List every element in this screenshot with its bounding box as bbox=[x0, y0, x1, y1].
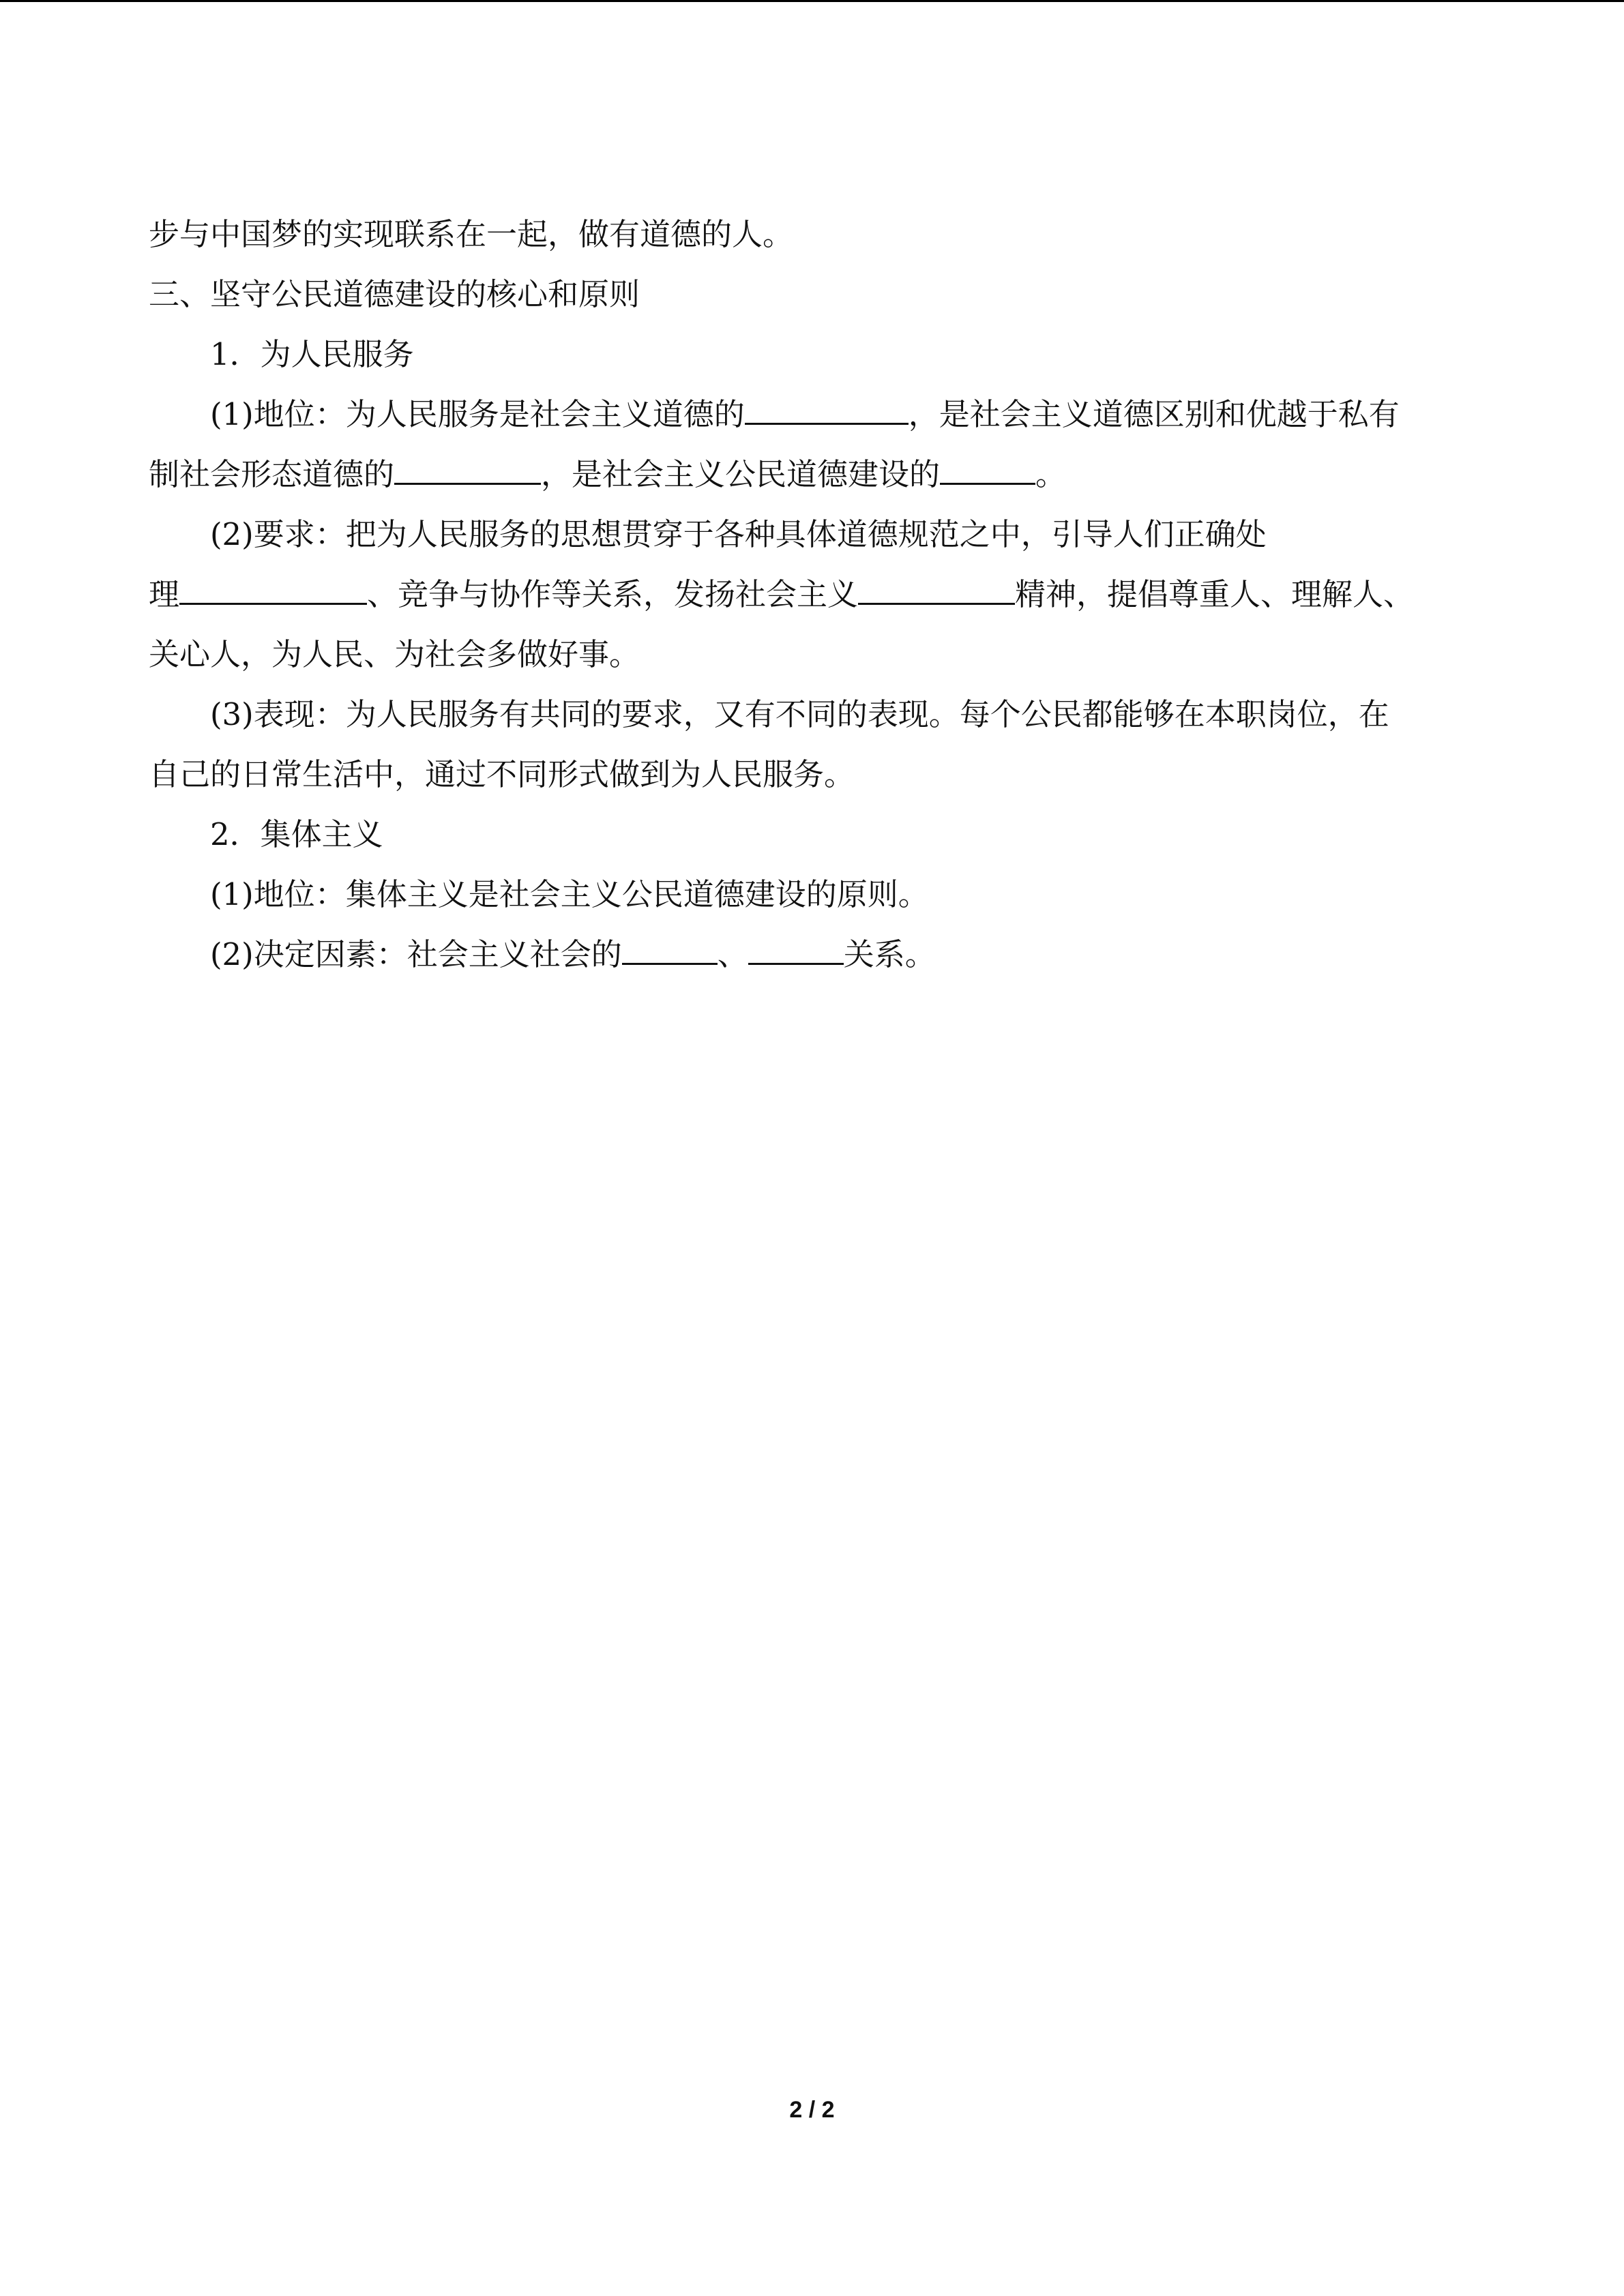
fill-blank-relationship bbox=[179, 576, 367, 605]
requirement-text-part4: 精神，提倡尊重人、理解人、 bbox=[1015, 576, 1415, 612]
fill-blank-symbol bbox=[394, 456, 541, 485]
fill-blank-political bbox=[748, 936, 844, 965]
fill-blank-core bbox=[745, 396, 909, 425]
fill-blank-spirit bbox=[858, 576, 1015, 605]
status-text-part3: 制社会形态道德的 bbox=[149, 456, 395, 492]
collectivism-status-text: (1)地位：集体主义是社会主义公民道德建设的原则。 bbox=[210, 876, 929, 912]
paragraph-continuation bbox=[149, 205, 1479, 265]
requirement-text-part1: (2)要求：把为人民服务的思想贯穿于各种具体道德规范之中，引导人们正确处 bbox=[210, 516, 1267, 552]
status-text-part1: (1)地位：为人民服务是社会主义道德的 bbox=[210, 396, 745, 432]
paragraph-manifestation-continued bbox=[149, 745, 1479, 805]
paragraph-requirement-end bbox=[149, 625, 1479, 685]
paragraph-status bbox=[149, 385, 1479, 445]
document-body bbox=[149, 205, 1479, 985]
paragraph-status-continued bbox=[149, 445, 1479, 505]
requirement-text-part2: 理 bbox=[149, 576, 180, 612]
paragraph-requirement bbox=[149, 505, 1479, 565]
subsection-title-serve-people bbox=[149, 325, 1479, 385]
paragraph-requirement-continued bbox=[149, 565, 1479, 625]
page-number: 2 / 2 bbox=[789, 2097, 835, 2123]
fill-blank-core-content bbox=[940, 456, 1035, 485]
subsection-title-collectivism bbox=[149, 805, 1479, 865]
section-title-text: 三、坚守公民道德建设的核心和原则 bbox=[149, 276, 640, 312]
fill-blank-economic bbox=[622, 936, 718, 965]
paragraph-manifestation bbox=[149, 685, 1479, 745]
subsection-title-text: 2．集体主义 bbox=[210, 816, 383, 852]
continuation-text: 步与中国梦的实现联系在一起，做有道德的人。 bbox=[149, 216, 794, 252]
status-text-part2: ，是社会主义道德区别和优越于私有 bbox=[908, 396, 1400, 432]
requirement-text-part3: 、竞争与协作等关系，发扬社会主义 bbox=[367, 576, 859, 612]
paragraph-collectivism-status bbox=[149, 865, 1479, 925]
paragraph-determining-factors bbox=[149, 925, 1479, 985]
factors-text-part1: (2)决定因素：社会主义社会的 bbox=[210, 936, 622, 972]
requirement-text-part5: 关心人，为人民、为社会多做好事。 bbox=[149, 636, 640, 672]
status-text-end: 。 bbox=[1035, 456, 1067, 492]
status-text-part4: ，是社会主义公民道德建设的 bbox=[541, 456, 941, 492]
manifestation-text-part1: (3)表现：为人民服务有共同的要求，又有不同的表现。每个公民都能够在本职岗位，在 bbox=[210, 696, 1389, 732]
factors-text-separator: 、 bbox=[717, 936, 748, 972]
subsection-title-text: 1．为人民服务 bbox=[210, 336, 414, 372]
page-top-border bbox=[0, 0, 1624, 2]
factors-text-part2: 关系。 bbox=[843, 936, 936, 972]
section-title bbox=[149, 265, 1479, 325]
manifestation-text-part2: 自己的日常生活中，通过不同形式做到为人民服务。 bbox=[149, 756, 855, 792]
